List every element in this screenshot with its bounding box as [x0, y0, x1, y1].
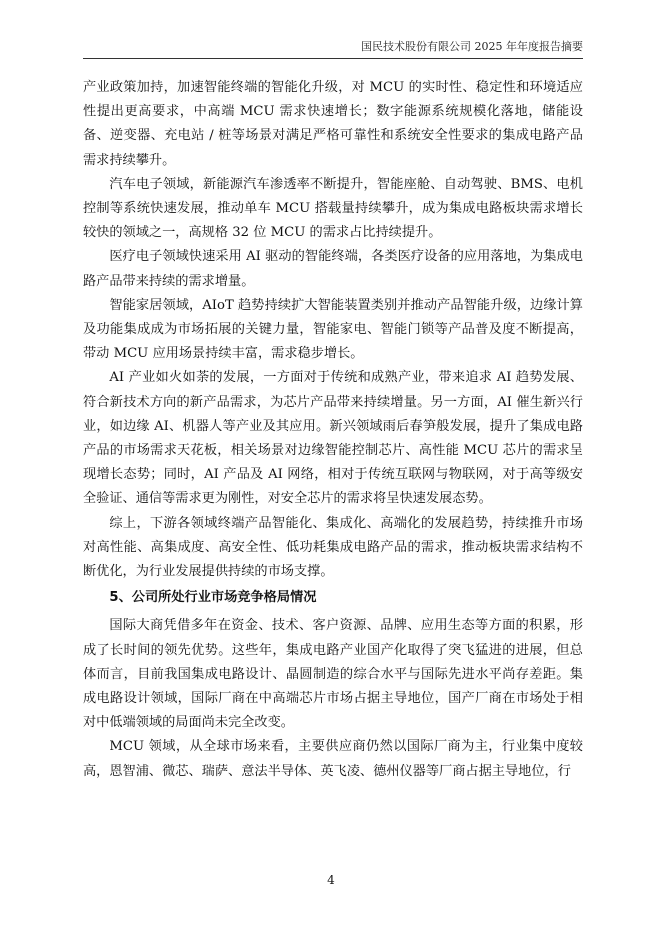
paragraph-automotive: 汽车电子领域，新能源汽车渗透率不断提升，智能座舱、自动驾驶、BMS、电机控制等系统快速发展，推动单车 MCU 搭载量持续攀升，成为集成电路板块需求增长较快的领域之一，高规格 32 位 MCU 的需求占比持续提升。 [83, 176, 583, 241]
document-body [83, 76, 583, 784]
paragraph-mcu-market: MCU 领域，从全球市场来看，主要供应商仍然以国际厂商为主，行业集中度较高，恩智浦、微芯、瑞萨、意法半导体、英飞凌、德州仪器等厂商占据主导地位，行 [83, 739, 583, 779]
page-number: 4 [327, 873, 335, 887]
paragraph-summary: 综上，下游各领域终端产品智能化、集成化、高端化的发展趋势，持续推升市场对高性能、高集成度、高安全性、低功耗集成电路产品的需求，推动板块需求结构不断优化，为行业发展提供持续的市场支撑。 [83, 515, 583, 580]
header-rule [83, 58, 583, 59]
paragraph-international-vendors: 国际大商凭借多年在资金、技术、客户资源、品牌、应用生态等方面的积累，形成了长时间的领先优势。这些年，集成电路产业国产化取得了突飞猛进的进展，但总体而言，目前我国集成电路设计、晶圆制造的综合水平与国际先进水平尚存差距。集成电路设计领域，国际厂商在中高端芯片市场占据主导地位，国产厂商在市场处于相对中低端领域的局面尚未完全改变。 [83, 618, 583, 731]
section-heading: 5、公司所处行业市场竞争格局情况 [109, 590, 317, 606]
paragraph-policy-continuation: 产业政策加持，加速智能终端的智能化升级，对 MCU 的实时性、稳定性和环境适应性提出更高要求，中高端 MCU 需求快速增长；数字能源系统规模化落地，储能设备、逆变器、充电站 / 桩等场景对满足严格可靠性和系统安全性要求的集成电路产品需求持续攀升。 [83, 80, 583, 168]
paragraph-medical: 医疗电子领域快速采用 AI 驱动的智能终端，各类医疗设备的应用落地，为集成电路产品带来持续的需求增量。 [83, 249, 583, 289]
page-header: 国民技术股份有限公司 2025 年年度报告摘要 [361, 40, 583, 53]
paragraph-ai-industry: AI 产业如火如荼的发展，一方面对于传统和成熟产业，带来追求 AI 趋势发展、符合新技术方向的新产品需求，为芯片产品带来持续增量。另一方面，AI 催生新兴行业，如边缘 AI、机器人等产业及其应用。新兴领域雨后春笋般发展，提升了集成电路产品的市场需求天花板，相关场景对边缘智能控制芯片、高性能 MCU 芯片的需求呈现增长态势；同时，AI 产品及 AI 网络，相对于传统互联网与物联网，对于高等级安全验证、通信等需求更为刚性，对安全芯片的需求将呈快速发展态势。 [83, 370, 583, 507]
paragraph-smart-home: 智能家居领域，AIoT 趋势持续扩大智能装置类别并推动产品智能升级，边缘计算及功能集成成为市场拓展的关键力量，智能家电、智能门锁等产品普及度不断提高，带动 MCU 应用场景持续丰富，需求稳步增长。 [83, 297, 583, 362]
